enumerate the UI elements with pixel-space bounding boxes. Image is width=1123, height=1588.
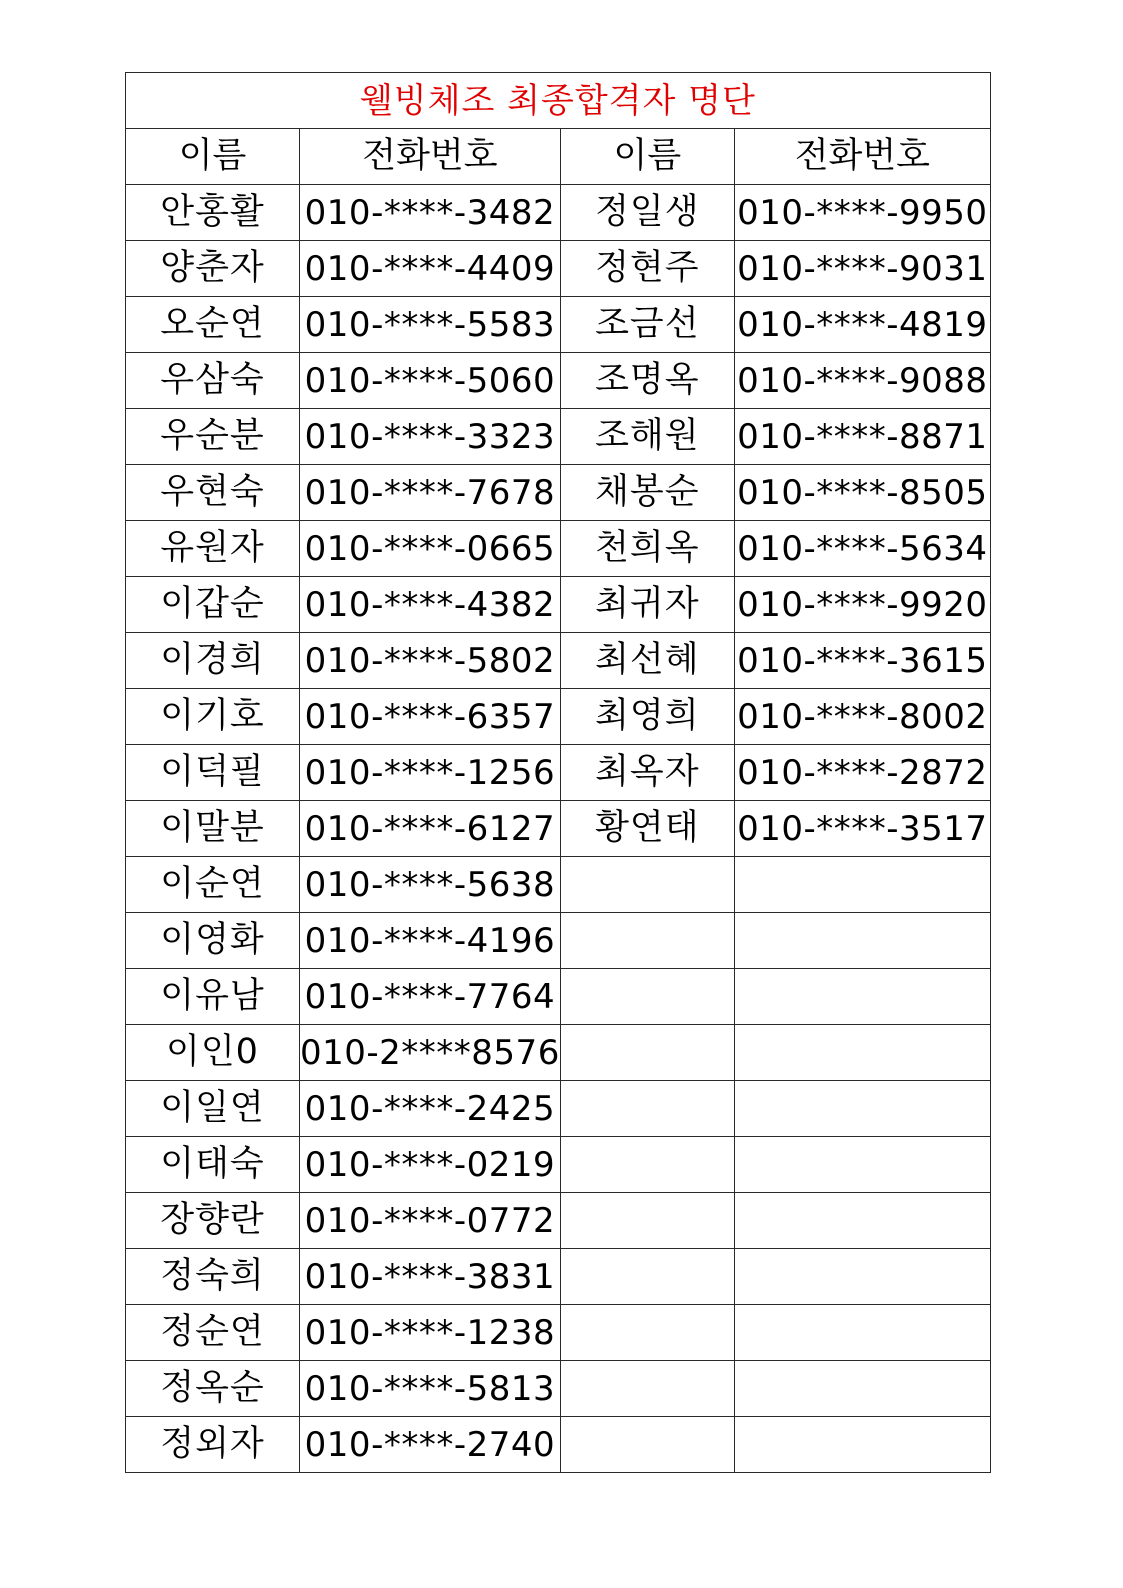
left-name-cell: 이순연 [126, 857, 300, 913]
left-phone-cell: 010-****-0219 [300, 1137, 561, 1193]
right-phone-cell: 010-****-5634 [734, 521, 990, 577]
right-phone-cell [734, 1249, 990, 1305]
left-name-cell: 우삼숙 [126, 353, 300, 409]
right-name-cell: 조해원 [560, 409, 734, 465]
table-row [126, 577, 991, 633]
left-phone-cell: 010-2****8576 [300, 1025, 561, 1081]
table-row [126, 297, 991, 353]
left-name-cell: 우현숙 [126, 465, 300, 521]
right-phone-cell: 010-****-8871 [734, 409, 990, 465]
table-row [126, 185, 991, 241]
table-row [126, 1417, 991, 1473]
left-name-cell: 이말분 [126, 801, 300, 857]
left-phone-cell: 010-****-6357 [300, 689, 561, 745]
right-name-cell: 황연태 [560, 801, 734, 857]
left-name-cell: 정외자 [126, 1417, 300, 1473]
right-phone-cell: 010-****-3517 [734, 801, 990, 857]
right-phone-cell: 010-****-8505 [734, 465, 990, 521]
left-phone-cell: 010-****-5802 [300, 633, 561, 689]
right-name-cell [560, 1361, 734, 1417]
left-name-cell: 우순분 [126, 409, 300, 465]
left-name-cell: 이덕필 [126, 745, 300, 801]
right-phone-cell [734, 1137, 990, 1193]
left-phone-cell: 010-****-2740 [300, 1417, 561, 1473]
right-name-cell [560, 1025, 734, 1081]
right-phone-cell: 010-****-3615 [734, 633, 990, 689]
right-name-cell [560, 1193, 734, 1249]
right-name-cell [560, 1081, 734, 1137]
right-name-cell: 정일생 [560, 185, 734, 241]
right-name-cell [560, 1137, 734, 1193]
left-name-cell: 이일연 [126, 1081, 300, 1137]
right-phone-cell [734, 1361, 990, 1417]
left-name-cell: 정숙희 [126, 1249, 300, 1305]
right-name-cell: 조명옥 [560, 353, 734, 409]
right-name-cell [560, 913, 734, 969]
header-row [126, 129, 991, 185]
left-phone-cell: 010-****-5060 [300, 353, 561, 409]
left-name-cell: 유원자 [126, 521, 300, 577]
header-phone-right: 전화번호 [734, 129, 990, 185]
right-phone-cell: 010-****-4819 [734, 297, 990, 353]
left-name-cell: 이태숙 [126, 1137, 300, 1193]
table-row [126, 1305, 991, 1361]
left-name-cell: 이인0 [126, 1025, 300, 1081]
right-name-cell: 최선혜 [560, 633, 734, 689]
right-phone-cell: 010-****-9031 [734, 241, 990, 297]
left-name-cell: 이기호 [126, 689, 300, 745]
right-phone-cell [734, 1193, 990, 1249]
left-phone-cell: 010-****-0665 [300, 521, 561, 577]
header-name-right: 이름 [560, 129, 734, 185]
table-row [126, 353, 991, 409]
left-name-cell: 이경희 [126, 633, 300, 689]
left-phone-cell: 010-****-5638 [300, 857, 561, 913]
right-phone-cell: 010-****-8002 [734, 689, 990, 745]
right-name-cell: 천희옥 [560, 521, 734, 577]
right-name-cell: 채봉순 [560, 465, 734, 521]
table-row [126, 689, 991, 745]
left-phone-cell: 010-****-0772 [300, 1193, 561, 1249]
right-name-cell: 조금선 [560, 297, 734, 353]
table-row [126, 465, 991, 521]
header-phone-left: 전화번호 [300, 129, 561, 185]
right-phone-cell: 010-****-9920 [734, 577, 990, 633]
table-row [126, 241, 991, 297]
left-phone-cell: 010-****-3323 [300, 409, 561, 465]
right-name-cell [560, 857, 734, 913]
right-phone-cell: 010-****-2872 [734, 745, 990, 801]
table-row [126, 521, 991, 577]
title-row [126, 73, 991, 129]
left-name-cell: 정순연 [126, 1305, 300, 1361]
table-row [126, 1249, 991, 1305]
left-phone-cell: 010-****-7764 [300, 969, 561, 1025]
right-phone-cell [734, 969, 990, 1025]
left-phone-cell: 010-****-3831 [300, 1249, 561, 1305]
left-phone-cell: 010-****-1256 [300, 745, 561, 801]
right-phone-cell: 010-****-9088 [734, 353, 990, 409]
left-phone-cell: 010-****-3482 [300, 185, 561, 241]
right-phone-cell [734, 857, 990, 913]
left-name-cell: 이유남 [126, 969, 300, 1025]
left-phone-cell: 010-****-4409 [300, 241, 561, 297]
table-row [126, 1193, 991, 1249]
right-phone-cell [734, 1025, 990, 1081]
table-row [126, 1137, 991, 1193]
left-phone-cell: 010-****-4196 [300, 913, 561, 969]
left-name-cell: 오순연 [126, 297, 300, 353]
roster-table [125, 72, 991, 1473]
table-row [126, 1361, 991, 1417]
right-name-cell: 최귀자 [560, 577, 734, 633]
document-title: 웰빙체조 최종합격자 명단 [126, 73, 991, 129]
left-name-cell: 장향란 [126, 1193, 300, 1249]
table-row [126, 801, 991, 857]
right-phone-cell: 010-****-9950 [734, 185, 990, 241]
table-row [126, 409, 991, 465]
right-name-cell: 최옥자 [560, 745, 734, 801]
table-row [126, 745, 991, 801]
table-row [126, 1081, 991, 1137]
left-phone-cell: 010-****-2425 [300, 1081, 561, 1137]
table-row [126, 857, 991, 913]
table-row [126, 633, 991, 689]
left-phone-cell: 010-****-1238 [300, 1305, 561, 1361]
table-row [126, 913, 991, 969]
right-phone-cell [734, 913, 990, 969]
left-name-cell: 이갑순 [126, 577, 300, 633]
right-name-cell [560, 1305, 734, 1361]
right-phone-cell [734, 1305, 990, 1361]
right-phone-cell [734, 1081, 990, 1137]
left-phone-cell: 010-****-4382 [300, 577, 561, 633]
right-name-cell: 정현주 [560, 241, 734, 297]
left-phone-cell: 010-****-5813 [300, 1361, 561, 1417]
table-row [126, 969, 991, 1025]
left-phone-cell: 010-****-6127 [300, 801, 561, 857]
left-name-cell: 정옥순 [126, 1361, 300, 1417]
right-name-cell: 최영희 [560, 689, 734, 745]
header-name-left: 이름 [126, 129, 300, 185]
left-name-cell: 안홍활 [126, 185, 300, 241]
right-name-cell [560, 969, 734, 1025]
left-name-cell: 양춘자 [126, 241, 300, 297]
left-phone-cell: 010-****-5583 [300, 297, 561, 353]
table-row [126, 1025, 991, 1081]
right-phone-cell [734, 1417, 990, 1473]
left-name-cell: 이영화 [126, 913, 300, 969]
right-name-cell [560, 1249, 734, 1305]
right-name-cell [560, 1417, 734, 1473]
left-phone-cell: 010-****-7678 [300, 465, 561, 521]
